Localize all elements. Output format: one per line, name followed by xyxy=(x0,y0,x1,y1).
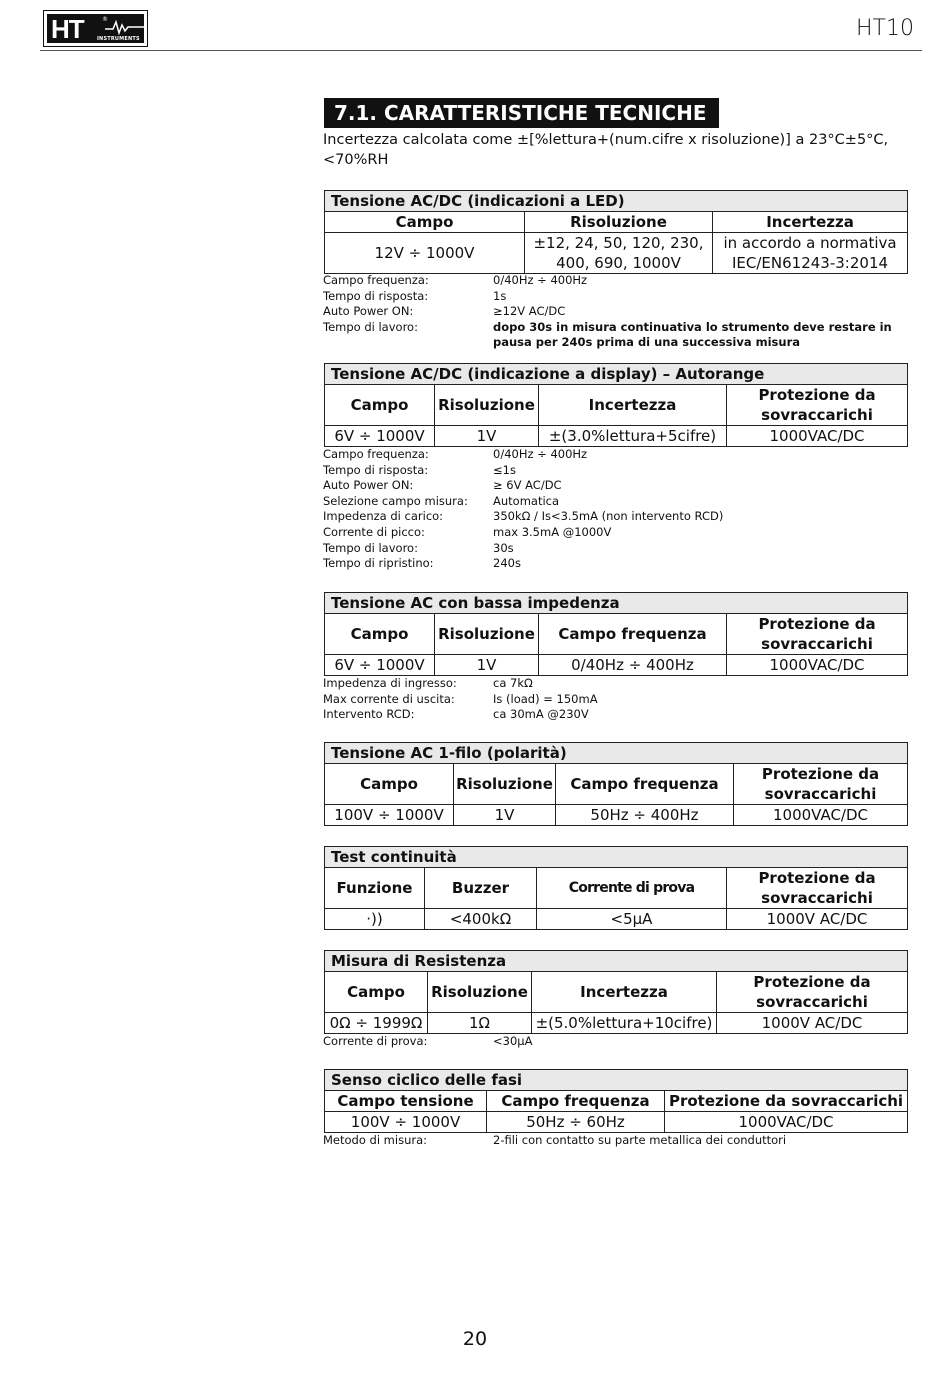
spec-row xyxy=(323,676,923,692)
spec-key: Impedenza di ingresso: xyxy=(323,676,457,690)
spec-key: Selezione campo misura: xyxy=(323,493,468,508)
spec-row xyxy=(323,1133,923,1149)
column-header: Risoluzione xyxy=(454,764,556,805)
spec-key: Campo frequenza: xyxy=(323,447,429,461)
column-header: Incertezza xyxy=(539,385,727,426)
column-header: Incertezza xyxy=(713,212,908,233)
table-title: Senso ciclico delle fasi xyxy=(325,1070,908,1091)
logo-text: HT xyxy=(51,14,84,44)
column-header: Campo xyxy=(325,385,435,426)
table-cell: 1000VAC/DC xyxy=(727,655,908,676)
table-cell: 100V ÷ 1000V xyxy=(325,1112,487,1133)
column-header: Protezione da sovraccarichi xyxy=(717,972,908,1013)
spec-row xyxy=(323,494,923,510)
spec-value: max 3.5mA @1000V xyxy=(493,524,612,539)
column-header: Campo xyxy=(325,212,525,233)
spec-value: 30s xyxy=(493,540,514,555)
spec-key: Auto Power ON: xyxy=(323,304,414,319)
spec-row xyxy=(323,509,923,525)
spec-key: Corrente di prova: xyxy=(323,1034,428,1048)
logo-registered-mark: ® xyxy=(102,16,108,23)
column-header: Protezione da sovraccarichi xyxy=(734,764,908,805)
column-header: Corrente di prova xyxy=(537,868,727,909)
spec-key: Tempo di risposta: xyxy=(323,462,429,477)
table-low-impedance xyxy=(324,592,908,676)
spec-value: 0/40Hz ÷ 400Hz xyxy=(493,447,588,461)
column-header: Protezione da sovraccarichi xyxy=(727,385,908,426)
spec-value: ca 7kΩ xyxy=(493,676,533,690)
column-header: Funzione xyxy=(325,868,425,909)
spec-value: ca 30mA @230V xyxy=(493,707,589,722)
spec-row xyxy=(323,1034,923,1050)
spec-value: 2-fili con contatto su parte metallica dei conduttori xyxy=(493,1133,787,1147)
table-cell: ±12, 24, 50, 120, 230, 400, 690, 1000V xyxy=(525,233,713,274)
column-header: Campo frequenza xyxy=(539,614,727,655)
spec-list-display xyxy=(323,447,923,572)
spec-row xyxy=(323,289,923,305)
table-cell: 1000VAC/DC xyxy=(734,805,908,826)
spec-key: Campo frequenza: xyxy=(323,273,429,287)
table-cell: 1V xyxy=(435,426,539,447)
column-header: Campo frequenza xyxy=(556,764,734,805)
column-header: Risoluzione xyxy=(525,212,713,233)
table-cell: <400kΩ xyxy=(425,909,537,930)
column-header: Campo xyxy=(325,614,435,655)
spec-row xyxy=(323,541,923,557)
column-header: Risoluzione xyxy=(435,385,539,426)
spec-key: Impedenza di carico: xyxy=(323,509,444,524)
spec-row xyxy=(323,707,923,723)
spec-value: 0/40Hz ÷ 400Hz xyxy=(493,273,588,287)
table-title: Misura di Resistenza xyxy=(325,951,908,972)
spec-row xyxy=(323,463,923,479)
table-led-voltage xyxy=(324,190,908,274)
header-divider xyxy=(40,50,922,51)
spec-row xyxy=(323,478,923,494)
spec-list-phase xyxy=(323,1133,923,1149)
spec-list-led xyxy=(323,273,923,351)
column-header: Risoluzione xyxy=(428,972,532,1013)
table-resistance xyxy=(324,950,908,1034)
spec-value: ≥12V AC/DC xyxy=(493,304,566,319)
column-header: Campo xyxy=(325,764,454,805)
spec-value: 1s xyxy=(493,288,507,303)
spec-value: ≥ 6V AC/DC xyxy=(493,478,562,493)
table-cell: 12V ÷ 1000V xyxy=(325,233,525,274)
column-header: Protezione da sovraccarichi xyxy=(665,1091,908,1112)
column-header: Protezione da sovraccarichi xyxy=(727,614,908,655)
spec-row xyxy=(323,556,923,572)
spec-key: Tempo di lavoro: xyxy=(323,319,418,334)
spec-key: Tempo di ripristino: xyxy=(323,556,434,571)
table-cell: 1000V AC/DC xyxy=(727,909,908,930)
table-phase-rotation xyxy=(324,1069,908,1133)
table-cell: 1Ω xyxy=(428,1013,532,1034)
table-display-voltage xyxy=(324,363,908,447)
table-title: Test continuità xyxy=(325,847,908,868)
spec-key: Corrente di picco: xyxy=(323,524,425,539)
spec-value: 240s xyxy=(493,556,521,571)
column-header: Protezione da sovraccarichi xyxy=(727,868,908,909)
spec-key: Tempo di risposta: xyxy=(323,288,429,303)
section-title: 7.1. CARATTERISTICHE TECNICHE xyxy=(324,98,719,128)
spec-row xyxy=(323,447,923,463)
spec-row xyxy=(323,320,923,351)
table-title: Tensione AC/DC (indicazione a display) – Autorange xyxy=(325,364,908,385)
spec-key: Metodo di misura: xyxy=(323,1133,428,1147)
table-cell: 1V xyxy=(435,655,539,676)
table-cell: ±(3.0%lettura+5cifre) xyxy=(539,426,727,447)
spec-row xyxy=(323,304,923,320)
table-title: Tensione AC con bassa impedenza xyxy=(325,593,908,614)
table-cell: 0/40Hz ÷ 400Hz xyxy=(539,655,727,676)
page-number: 20 xyxy=(462,1328,488,1350)
table-title: Tensione AC 1-filo (polarità) xyxy=(325,743,908,764)
column-header: Campo tensione xyxy=(325,1091,487,1112)
spec-list-low-impedance xyxy=(323,676,923,723)
table-cell: 6V ÷ 1000V xyxy=(325,655,435,676)
table-cell: in accordo a normativa IEC/EN61243-3:2014 xyxy=(713,233,908,274)
spec-row xyxy=(323,273,923,289)
brand-logo xyxy=(44,11,147,46)
spec-key: Intervento RCD: xyxy=(323,707,415,722)
column-header: Incertezza xyxy=(532,972,717,1013)
table-cell: 1V xyxy=(454,805,556,826)
table-cell: 1000VAC/DC xyxy=(727,426,908,447)
spec-value: dopo 30s in misura continuativa lo strumento deve restare in pausa per 240s prima di una successiva misura xyxy=(493,319,892,350)
table-cell: 50Hz ÷ 400Hz xyxy=(556,805,734,826)
column-header: Campo xyxy=(325,972,428,1013)
table-title: Tensione AC/DC (indicazioni a LED) xyxy=(325,191,908,212)
spec-key: Auto Power ON: xyxy=(323,478,414,493)
table-cell: 1000VAC/DC xyxy=(665,1112,908,1133)
spec-row xyxy=(323,692,923,708)
table-cell: 100V ÷ 1000V xyxy=(325,805,454,826)
model-name: HT10 xyxy=(856,16,914,41)
table-cell: <5μA xyxy=(537,909,727,930)
column-header: Campo frequenza xyxy=(487,1091,665,1112)
table-cell: 50Hz ÷ 60Hz xyxy=(487,1112,665,1133)
spec-key: Max corrente di uscita: xyxy=(323,691,455,706)
logo-subtitle: INSTRUMENTS xyxy=(97,36,140,42)
table-continuity xyxy=(324,846,908,930)
spec-row xyxy=(323,525,923,541)
buzzer-symbol-icon: ·)) xyxy=(325,909,425,930)
intro-text: Incertezza calcolata come ±[%lettura+(num.cifre x risoluzione)] a 23°C±5°C, <70%RH xyxy=(323,132,889,168)
spec-list-resistance xyxy=(323,1034,923,1050)
spec-value: ≤1s xyxy=(493,462,516,477)
table-cell: ±(5.0%lettura+10cifre) xyxy=(532,1013,717,1034)
spec-value: Automatica xyxy=(493,493,560,508)
table-cell: 1000V AC/DC xyxy=(717,1013,908,1034)
spec-value: 350kΩ / Is<3.5mA (non intervento RCD) xyxy=(493,509,724,524)
column-header: Buzzer xyxy=(425,868,537,909)
spec-key: Tempo di lavoro: xyxy=(323,540,418,555)
table-cell: 6V ÷ 1000V xyxy=(325,426,435,447)
column-header: Risoluzione xyxy=(435,614,539,655)
spec-value: <30μA xyxy=(493,1034,533,1048)
spec-value: Is (load) = 150mA xyxy=(493,691,598,706)
waveform-icon xyxy=(105,19,145,35)
table-single-wire xyxy=(324,742,908,826)
table-cell: 0Ω ÷ 1999Ω xyxy=(325,1013,428,1034)
